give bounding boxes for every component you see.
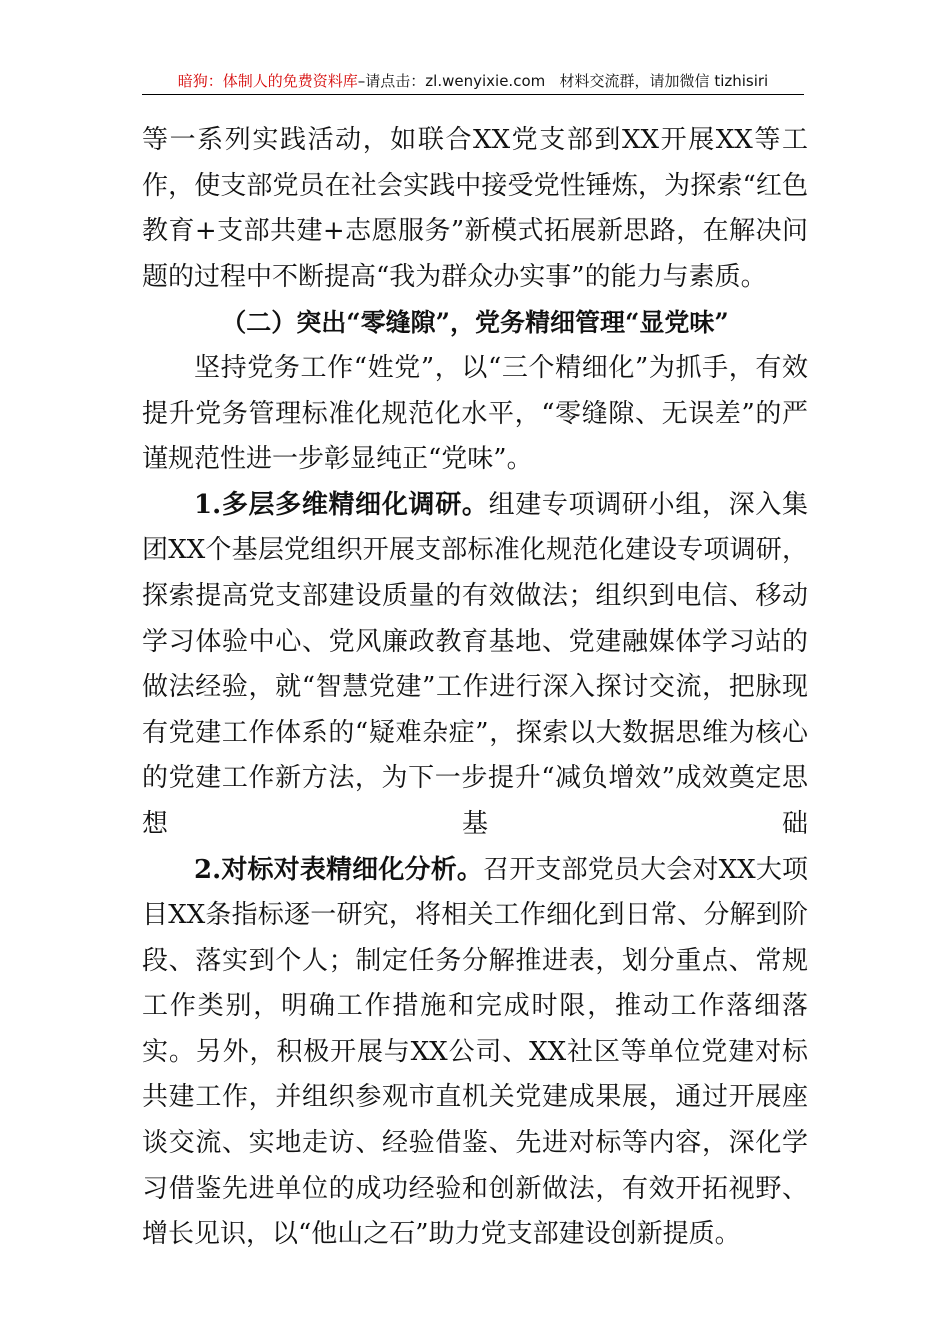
header-group-note: 材料交流群，请加微信 tizhisiri bbox=[559, 72, 769, 90]
list-item-2-lead: 2.对标对表精细化分析。 bbox=[194, 854, 484, 885]
document-body bbox=[142, 118, 808, 1258]
list-item-1-lead: 1.多层多维精细化调研。 bbox=[194, 489, 489, 520]
list-item-2-text: 召开支部党员大会对XX大项目XX条指标逐一研究，将相关工作细化到日常、分解到阶段、落实到个人；制定任务分解推进表，划分重点、常规工作类别，明确工作措施和完成时限，推动工作落细落实。另外，积极开展与XX公司、XX社区等单位党建对标共建工作，并组织参观市直机关党建成果展，通过开展座谈交流、实地走访、经验借鉴、先进对标等内容，深化学习借鉴先进单位的成功经验和创新做法，有效开拓视野、增长见识，以“他山之石”助力党支部建设创新提质。 bbox=[142, 854, 808, 1250]
section-heading: （二）突出“零缝隙”，党务精细管理“显党味” bbox=[221, 308, 729, 338]
list-item-2 bbox=[142, 848, 808, 1258]
header-brand[interactable]: 暗狗：体制人的免费资料库 bbox=[177, 72, 358, 90]
header-link[interactable]: zl.wenyixie.com bbox=[425, 72, 546, 90]
paragraph-continuation: 等一系列实践活动，如联合XX党支部到XX开展XX等工作，使支部党员在社会实践中接受党性锤炼，为探索“红色教育+支部共建+志愿服务”新模式拓展新思路，在解决问题的过程中不断提高“我为群众办实事”的能力与素质。 bbox=[142, 125, 808, 292]
list-item-1 bbox=[142, 483, 808, 848]
list-item-1-text: 组建专项调研小组，深入集团XX个基层党组织开展支部标准化规范化建设专项调研，探索提高党支部建设质量的有效做法；组织到电信、移动学习体验中心、党风廉政教育基地、党建融媒体学习站的做法经验，就“智慧党建”工作进行深入探讨交流，把脉现有党建工作体系的“疑难杂症”，探索以大数据思维为核心的党建工作新方法，为下一步提升“减负增效”成效奠定思想基础 bbox=[142, 489, 808, 839]
header-prompt: –请点击： bbox=[357, 72, 426, 90]
page-header bbox=[142, 70, 804, 95]
paragraph-intro: 坚持党务工作“姓党”，以“三个精细化”为抓手，有效提升党务管理标准化规范化水平，“零缝隙、无误差”的严谨规范性进一步彰显纯正“党味”。 bbox=[142, 352, 808, 475]
